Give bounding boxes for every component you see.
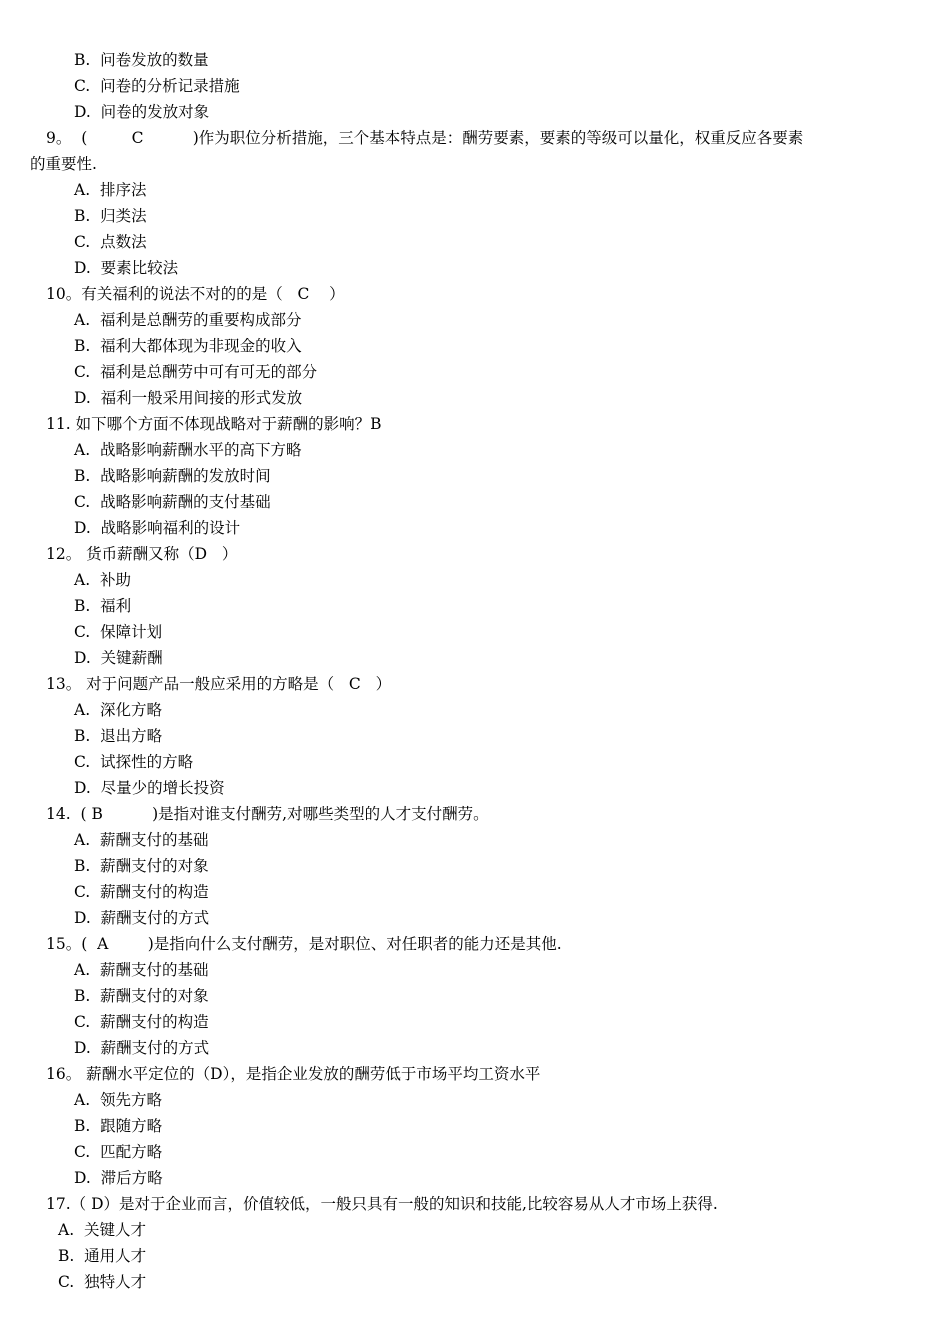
- option-line: A. 薪酬支付的基础: [74, 831, 209, 849]
- option-line: A. 领先方略: [74, 1091, 162, 1109]
- option-line: C. 福利是总酬劳中可有可无的部分: [74, 363, 318, 381]
- option-line: B. 福利大都体现为非现金的收入: [74, 337, 302, 355]
- option-line: C. 点数法: [74, 233, 147, 251]
- question-line: 13。 对于问题产品一般应采用的方略是（ C ）: [46, 675, 392, 693]
- option-line: C. 薪酬支付的构造: [74, 883, 209, 901]
- option-line: B. 薪酬支付的对象: [74, 987, 209, 1005]
- option-line: D. 滞后方略: [74, 1169, 163, 1187]
- option-line: D. 问卷的发放对象: [74, 103, 210, 121]
- question-line: 9。 ( C )作为职位分析措施，三个基本特点是：酬劳要素，要素的等级可以量化，权重反应各要素: [46, 129, 804, 147]
- option-line: B. 问卷发放的数量: [74, 51, 209, 69]
- question-line: 12。 货币薪酬又称（D ）: [46, 545, 238, 563]
- option-line: A. 关键人才: [58, 1221, 146, 1239]
- option-line: D. 薪酬支付的方式: [74, 909, 210, 927]
- option-line: D. 福利一般采用间接的形式发放: [74, 389, 303, 407]
- question-line: 10。有关福利的说法不对的的是（ C ）: [46, 285, 345, 303]
- option-line: D. 战略影响福利的设计: [74, 519, 241, 537]
- question-line: 14. ( B )是指对谁支付酬劳,对哪些类型的人才支付酬劳。: [46, 805, 489, 823]
- option-line: D. 要素比较法: [74, 259, 179, 277]
- option-line: A. 薪酬支付的基础: [74, 961, 209, 979]
- question-line: 11. 如下哪个方面不体现战略对于薪酬的影响？B: [46, 415, 382, 433]
- question-continuation: 的重要性.: [30, 155, 97, 173]
- option-line: D. 关键薪酬: [74, 649, 163, 667]
- option-line: C. 匹配方略: [74, 1143, 163, 1161]
- option-line: B. 福利: [74, 597, 132, 615]
- option-line: B. 薪酬支付的对象: [74, 857, 209, 875]
- option-line: A. 福利是总酬劳的重要构成部分: [74, 311, 302, 329]
- question-line: 16。 薪酬水平定位的（D），是指企业发放的酬劳低于市场平均工资水平: [46, 1065, 541, 1083]
- option-line: B. 归类法: [74, 207, 147, 225]
- question-line: 15。( A )是指向什么支付酬劳，是对职位、对任职者的能力还是其他.: [46, 935, 562, 953]
- option-line: C. 试探性的方略: [74, 753, 194, 771]
- option-line: A. 深化方略: [74, 701, 162, 719]
- option-line: B. 退出方略: [74, 727, 163, 745]
- option-line: B. 跟随方略: [74, 1117, 163, 1135]
- question-line: 17.（ D）是对于企业而言，价值较低，一般只具有一般的知识和技能,比较容易从人才市场上获得.: [46, 1195, 718, 1213]
- option-line: A. 排序法: [74, 181, 147, 199]
- option-line: B. 通用人才: [58, 1247, 147, 1265]
- option-line: C. 战略影响薪酬的支付基础: [74, 493, 271, 511]
- option-line: A. 补助: [74, 571, 131, 589]
- option-line: C. 保障计划: [74, 623, 163, 641]
- option-line: C. 独特人才: [58, 1273, 147, 1291]
- option-line: D. 尽量少的增长投资: [74, 779, 225, 797]
- option-line: C. 薪酬支付的构造: [74, 1013, 209, 1031]
- option-line: C. 问卷的分析记录措施: [74, 77, 240, 95]
- option-line: D. 薪酬支付的方式: [74, 1039, 210, 1057]
- option-line: A. 战略影响薪酬水平的高下方略: [74, 441, 302, 459]
- option-line: B. 战略影响薪酬的发放时间: [74, 467, 271, 485]
